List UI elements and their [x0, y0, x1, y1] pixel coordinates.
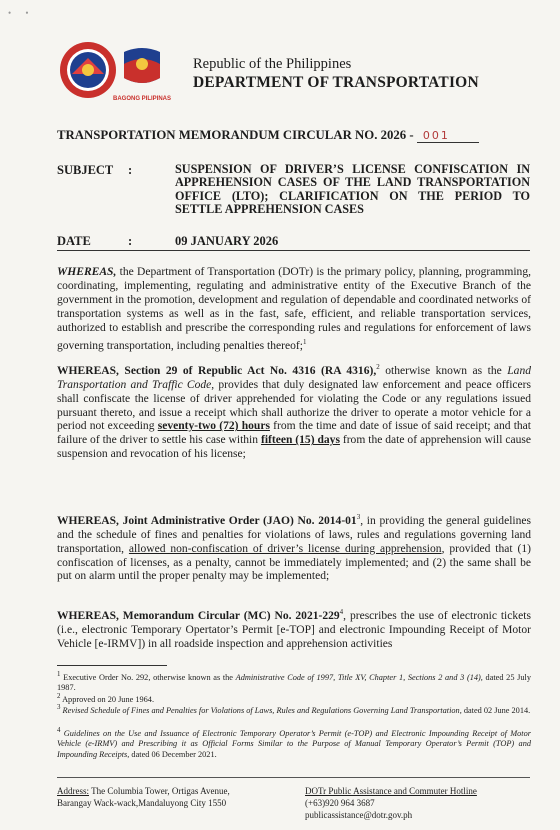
p2-lead: WHEREAS, Section 29 of Republic Act No. 4316 (RA 4316),	[57, 364, 377, 377]
p4-footnote-ref: 4	[339, 608, 344, 616]
p4-a: , prescribes the use of electronic tickets (i.e., electronic Temporary Opertator’s Permit [e-TOP] and electronic Impounding Receipt of Motor Vehicle [e-IRMV]) in all roadside inspection and apprehension activities	[57, 609, 531, 650]
subject-colon: :	[128, 163, 133, 177]
fn3-italic: Revised Schedule of Fines and Penalties for Violations of Laws, Rules and Regulations Governing Land Transportation	[60, 705, 460, 715]
p2-a: otherwise known as the	[379, 364, 508, 377]
address-line-2: Barangay Wack-wack,Mandaluyong City 1550	[57, 798, 227, 808]
fn1-italic: Administrative Code of 1997, Title XV, Chapter 1, Sections 2 and 3 (14)	[235, 672, 481, 682]
header-logos	[58, 40, 178, 106]
address-line-1: The Columbia Tower, Ortigas Avenue,	[89, 786, 230, 796]
fn2-num: 2	[57, 693, 61, 700]
footnote-4	[57, 726, 531, 760]
address-label: Address:	[57, 786, 89, 796]
p1-lead: WHEREAS,	[57, 266, 117, 278]
p3-underline: allowed non-confiscation of driver’s license during apprehension	[128, 542, 442, 555]
logo-svg	[58, 40, 178, 106]
p1-text: the Department of Transportation (DOTr) is the primary policy, planning, programming, coordinating, implementing, regulating and administrative entity of the Executive Branch of the government in the promotion, development and regulation of dependable and coordinated networks of transportation systems as well as in the fast, safe, efficient, and reliable transportation services, authorized to establish and prescribe the corresponding rules and regulations for enforcement of laws governing transportation, including penalties thereof;	[57, 266, 531, 352]
footnote-rule	[57, 665, 167, 666]
paragraph-3	[57, 511, 531, 584]
fn1-b: , dated 25 July 1987.	[57, 672, 531, 693]
fn4-num: 4	[57, 727, 61, 734]
paragraph-1	[57, 266, 531, 353]
p2-c: from the time and date of issue of said receipt; and that failure of the driver to settle his case within	[57, 420, 532, 447]
header-rule	[57, 250, 530, 251]
p3-b: , provided that (1) confiscation of licenses, as a penalty, cannot be immediately implemented; and (2) the same shall be put on alarm until the proper penalty may be implemented;	[57, 542, 531, 583]
hotline-title: DOTr Public Assistance and Commuter Hotline	[305, 786, 477, 796]
footnote-3	[57, 703, 531, 716]
memo-title-text: TRANSPORTATION MEMORANDUM CIRCULAR NO. 2026 -	[57, 128, 414, 142]
date-label: DATE	[57, 234, 91, 248]
memo-title	[57, 128, 479, 143]
p2-d: from the date of apprehension will cause suspension and revocation of his license;	[57, 434, 531, 461]
bagong-pilipinas-icon	[124, 48, 160, 83]
footnote-1	[57, 670, 531, 694]
p2-bold-15d: fifteen (15) days	[260, 434, 340, 447]
footer-rule	[57, 777, 530, 778]
date-colon: :	[128, 234, 133, 248]
republic-line: Republic of the Philippines	[193, 56, 352, 72]
subject-text: SUSPENSION OF DRIVER’S LICENSE CONFISCATION IN APPREHENSION CASES OF THE LAND TRANSPORTATION OFFICE (LTO); CLARIFICATION ON THE PERIOD TO SETTLE APPREHENSION CASES	[175, 162, 530, 216]
hotline-email[interactable]: publicassistance@dotr.gov.ph	[305, 810, 413, 820]
fn1-num: 1	[57, 671, 61, 678]
fn3-b: , dated 02 June 2014.	[459, 705, 531, 715]
p4-lead: WHEREAS, Memorandum Circular (MC) No. 2021-229	[57, 609, 340, 622]
p1-footnote-ref: 1	[302, 337, 307, 346]
p2-b: , provides that duly designated law enforcement and peace officers shall confiscate the license of driver apprehended for violating the Code or any regulations issued pursuant thereto, and issue a receipt which shall authorize the driver to operate a motor vehicle for a period not exceeding	[57, 378, 531, 433]
p3-lead: WHEREAS, Joint Administrative Order (JAO) No. 2014-01	[57, 514, 357, 527]
scan-marks: • •	[8, 8, 35, 18]
memo-number: 001	[417, 129, 479, 143]
footer-address	[57, 785, 230, 809]
p2-bold-72h: seventy-two (72) hours	[157, 420, 270, 433]
fn4-italic: Guidelines on the Use and Issuance of Electronic Temporary Operator’s Permit (e-TOP) and Electronic Impounding Receipt of Motor Vehicle (e-IRMV) and Prescribing it as Official Forms Similar to the Purpose of Manual Temporary Operator’s Permit (TOP) and Impounding Receipts	[57, 728, 531, 759]
p3-footnote-ref: 3	[356, 513, 361, 521]
p2-italic: Land Transportation and Traffic Code	[57, 364, 531, 391]
paragraph-4	[57, 606, 531, 652]
memo-date: 09 JANUARY 2026	[175, 234, 279, 248]
fn4-b: , dated 06 December 2021.	[127, 749, 217, 759]
hotline-phone[interactable]: (+63)920 964 3687	[305, 798, 375, 808]
department-name: DEPARTMENT OF TRANSPORTATION	[193, 74, 479, 91]
fn3-num: 3	[57, 704, 61, 711]
p3-a: , in providing the general guidelines and the schedule of fines and penalties for violations of laws, rules and regulations governing land transportation,	[57, 514, 532, 555]
fn1-a: Executive Order No. 292, otherwise known as the	[60, 672, 236, 682]
dotr-seal-icon	[60, 42, 116, 98]
seal-label: BAGONG PILIPINAS	[112, 96, 172, 102]
fn2-text: Approved on 20 June 1964.	[60, 694, 155, 704]
p2-footnote-ref: 2	[376, 363, 380, 371]
paragraph-2	[57, 361, 531, 462]
subject-label: SUBJECT	[57, 163, 114, 177]
footer-hotline	[305, 785, 477, 821]
